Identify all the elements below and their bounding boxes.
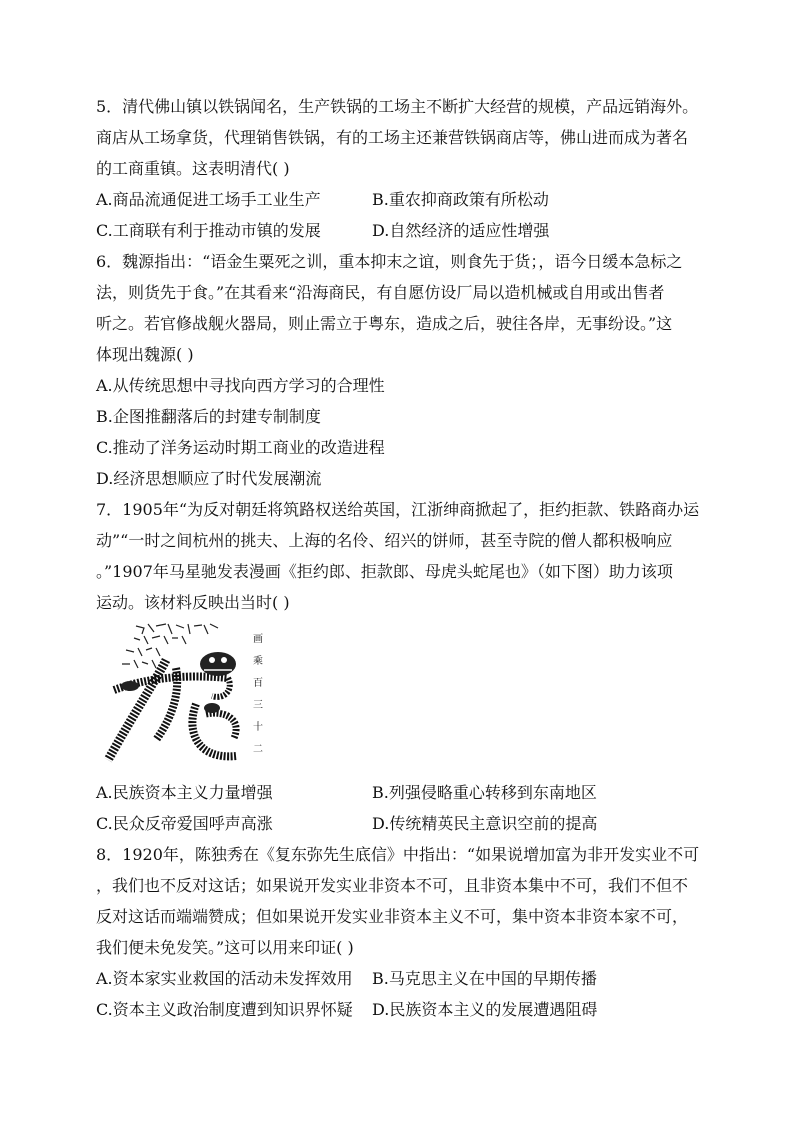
cartoon-main-char: 虎 [96,620,97,621]
q7-stem-line-4: 运动。该材料反映出当时( ) [96,593,290,612]
q7-option-c: C.民众反帝爱国呼声高涨 [96,814,273,833]
q5-stem-line-2: 商店从工场拿货，代理销售铁锅，有的工场主还兼营铁锅商店等，佛山进而成为著名 [96,128,689,147]
side-text-char: 二 [253,744,263,755]
q7-option-a: A.民族资本主义力量增强 [96,783,273,802]
q7-stem-line-2: 动”“一时之间杭州的挑夫、上海的名伶、绍兴的饼师，甚至寺院的僧人都积极响应 [96,531,673,550]
q5-option-c: C.工商联有利于推动市镇的发展 [96,221,321,240]
q8-option-d: D.民族资本主义的发展遭遇阻碍 [372,1000,598,1019]
tiger-head-icon [200,652,236,676]
snake-head-icon [121,681,139,691]
q8-stem-line-1: 8．1920年，陈独秀在《复东弥先生底信》中指出：“如果说增加富为非开发实业不可 [96,845,700,864]
q5-option-a: A.商品流通促进工场手工业生产 [96,190,321,209]
q6-option-c: C.推动了洋务运动时期工商业的改造进程 [96,438,385,457]
q8-option-a: A.资本家实业救国的活动未发挥效用 [96,969,353,988]
snake-head-icon [204,703,220,713]
q8-stem-line-4: 我们便未免发笑。”这可以用来印证( ) [96,938,354,957]
side-text-char: 百 [253,678,263,689]
q5-option-b: B.重农抑商政策有所松动 [372,190,549,209]
side-text-char: 三 [253,700,263,711]
q7-option-b: B.列强侵略重心转移到东南地区 [372,783,597,802]
cartoon-image [96,620,272,770]
q7-stem-line-1: 7．1905年“为反对朝廷将筑路权送给英国，江浙绅商掀起了，拒约拒款、铁路商办运 [96,500,700,519]
q6-stem-line-3: 听之。若官修战舰火器局，则止需立于粤东，造成之后，驶往各岸，无事纷设。”这 [96,314,673,333]
q5-stem-line-1: 5．清代佛山镇以铁锅闻名，生产铁锅的工场主不断扩大经营的规模，产品远销海外。 [96,97,699,116]
cartoon-drawing [96,620,272,770]
q6-option-a: A.从传统思想中寻找向西方学习的合理性 [96,376,385,395]
q6-stem-line-1: 6．魏源指出：“语金生粟死之训，重本抑末之谊，则食先于货；，语今日缓本急标之 [96,252,683,271]
q8-option-b: B.马克思主义在中国的早期传播 [372,969,597,988]
q5-option-d: D.自然经济的适应性增强 [372,221,550,240]
q8-stem-line-3: 反对这话而端端赞成；但如果说开发实业非资本主义不可，集中资本非资本家不可， [96,907,689,926]
q6-option-d: D.经济思想顺应了时代发展潮流 [96,469,322,488]
q6-option-b: B.企图推翻落后的封建专制制度 [96,407,321,426]
q5-stem-line-3: 的工商重镇。这表明清代( ) [96,159,290,178]
q6-stem-line-2: 法，则货先于食。”在其看来“沿海商民，有自愿仿设厂局以造机械或自用或出售者 [96,283,665,302]
side-text-char: 十 [253,722,263,733]
side-text-char: 画 [253,634,263,645]
q7-option-d: D.传统精英民主意识空前的提高 [372,814,598,833]
q7-stem-line-3: 。”1907年马星驰发表漫画《拒约郎、拒款郎、母虎头蛇尾也》（如下图）助力该项 [96,562,673,581]
cartoon-side-text [253,633,263,755]
q8-stem-line-2: ，我们也不反对这话；如果说开发实业非资本不可，且非资本集中不可，我们不但不 [96,876,689,895]
side-text-char: 乘 [253,656,263,667]
q6-stem-line-4: 体现出魏源( ) [96,345,194,364]
q8-option-c: C.资本主义政治制度遭到知识界怀疑 [96,1000,353,1019]
